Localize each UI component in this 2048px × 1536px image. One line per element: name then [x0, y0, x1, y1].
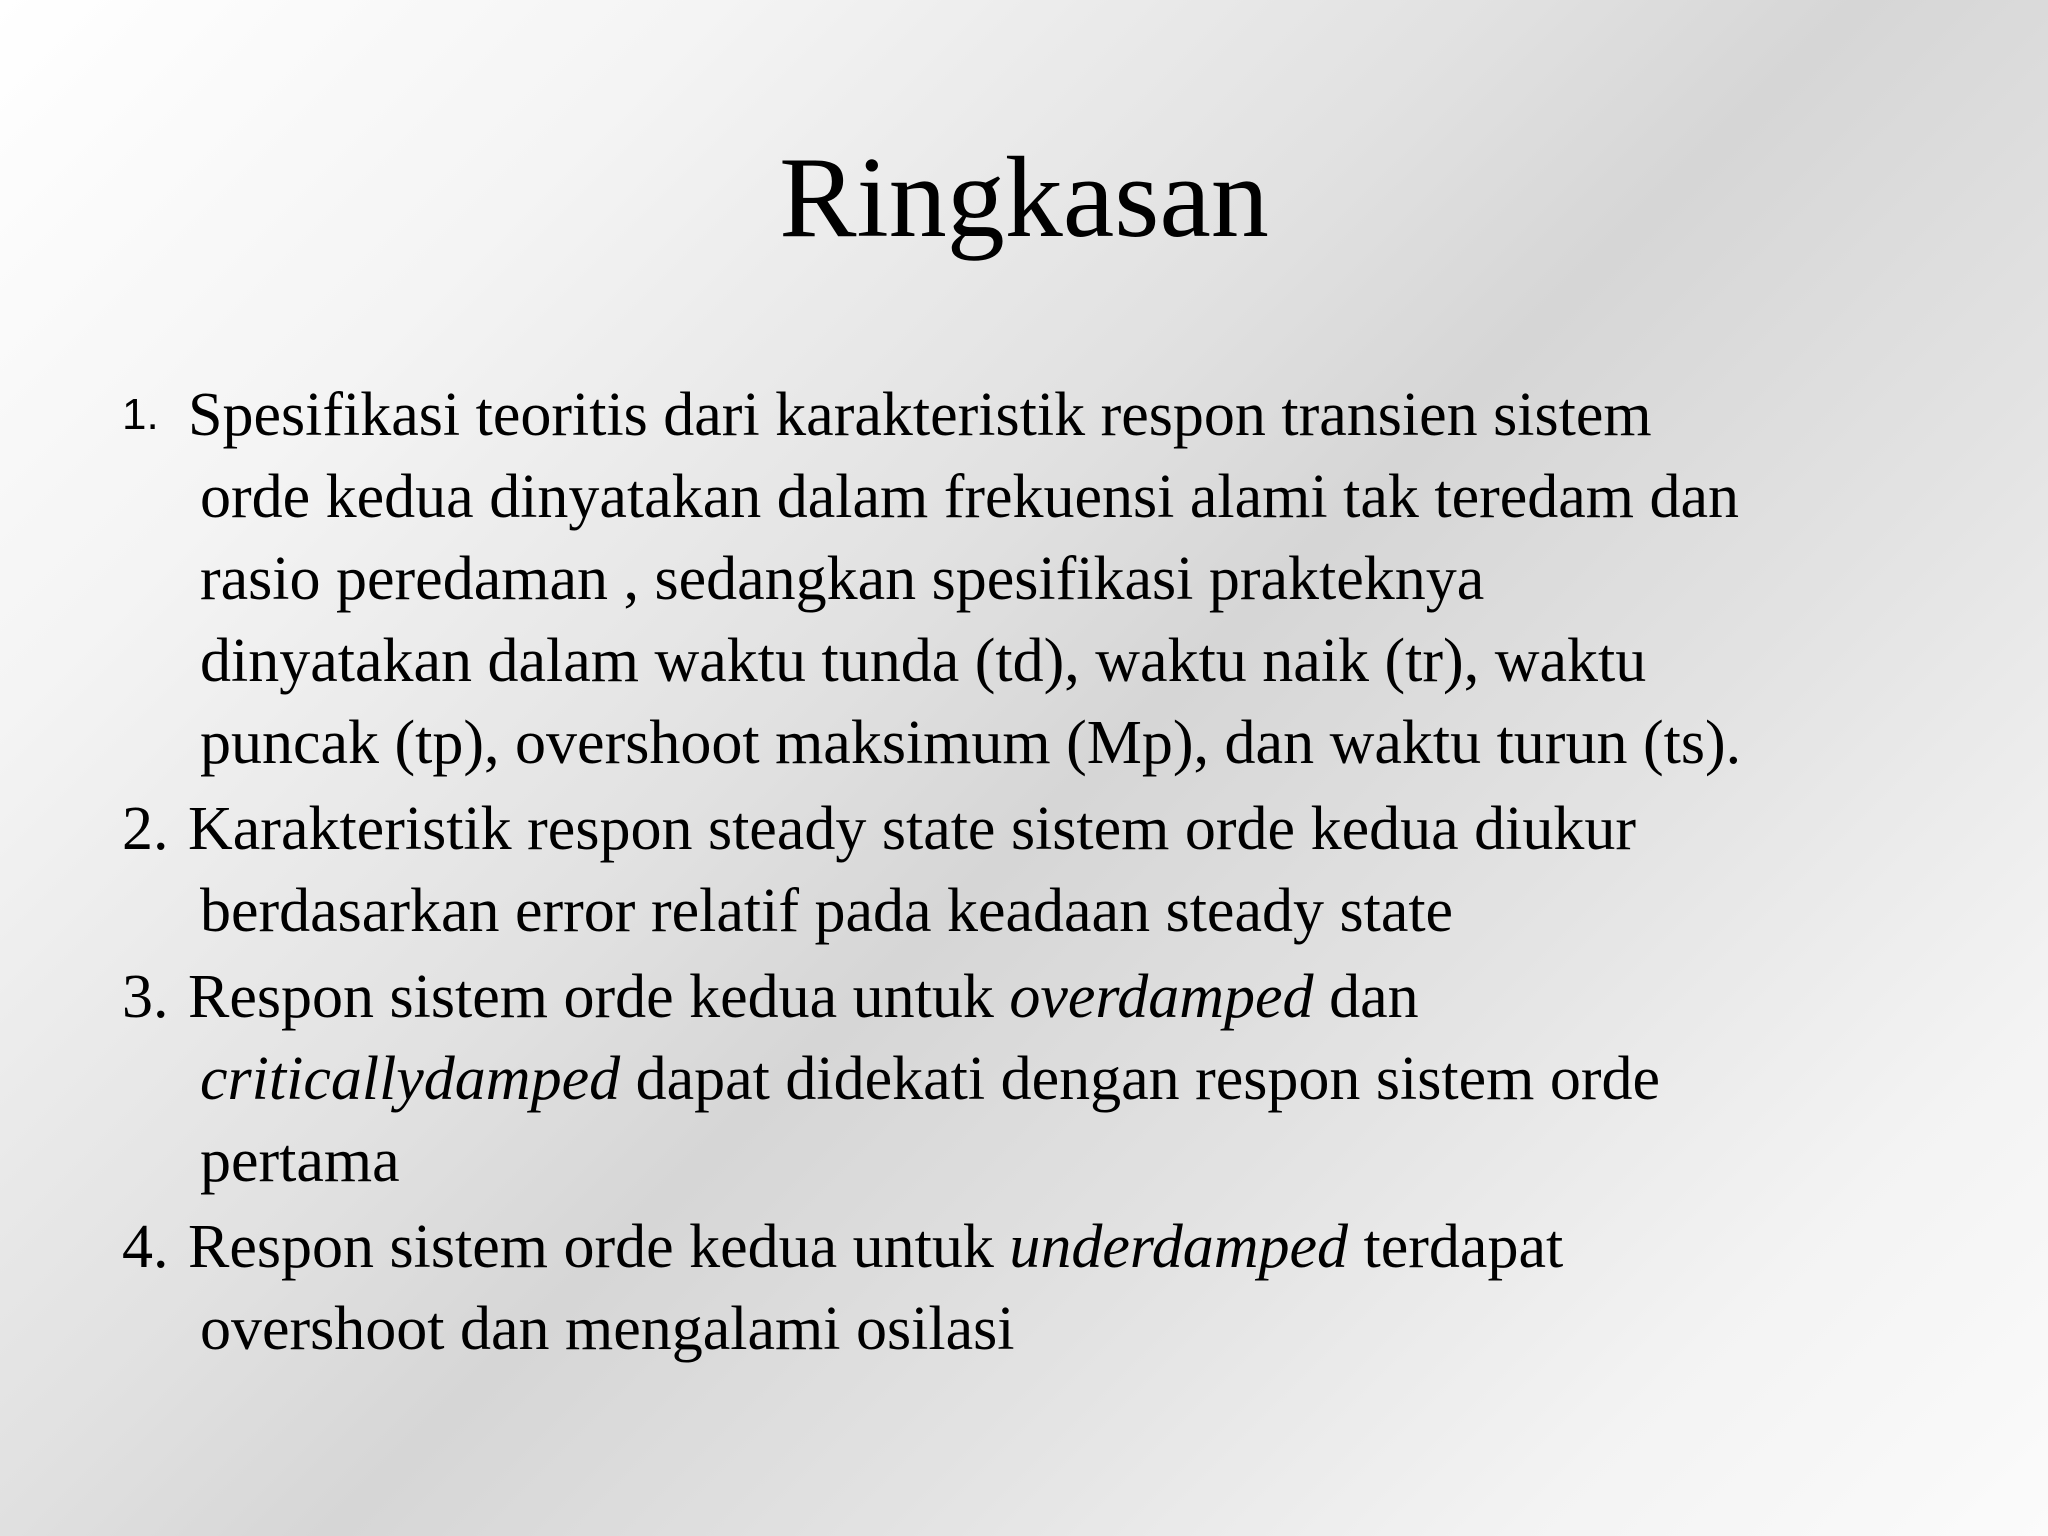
item-number: 3.: [122, 963, 169, 1031]
item-text: dapat didekati dengan respon sistem orde: [620, 1045, 1661, 1113]
item-text: terdapat: [1348, 1213, 1564, 1281]
item-text: dan: [1313, 963, 1419, 1031]
item-number: 1.: [122, 390, 159, 439]
slide-title: Ringkasan: [779, 134, 1269, 262]
item-line: [188, 956, 2002, 1038]
item-line: dinyatakan dalam waktu tunda (td), waktu naik (tr), waktu: [200, 627, 1647, 695]
item-line: [188, 1206, 2002, 1288]
item-line: puncak (tp), overshoot maksimum (Mp), dan waktu turun (ts).: [200, 709, 1742, 777]
item-number: 2.: [122, 795, 169, 863]
list-item: [122, 788, 2002, 952]
item-text: Respon sistem orde kedua untuk: [188, 963, 1010, 1031]
item-italic-term: criticallydamped: [200, 1045, 621, 1113]
item-italic-term: overdamped: [1009, 963, 1314, 1031]
item-italic-term: underdamped: [1009, 1213, 1349, 1281]
item-line: [200, 1038, 2002, 1120]
item-line: overshoot dan mengalami osilasi: [200, 1295, 1015, 1363]
list-item: [122, 956, 2002, 1202]
item-line: Karakteristik respon steady state sistem orde kedua diukur: [188, 795, 1636, 863]
list-item: [122, 1206, 2002, 1370]
item-line: pertama: [200, 1127, 400, 1195]
item-line: rasio peredaman , sedangkan spesifikasi prakteknya: [200, 545, 1485, 613]
item-line: orde kedua dinyatakan dalam frekuensi alami tak teredam dan: [200, 463, 1740, 531]
item-text: Respon sistem orde kedua untuk: [188, 1213, 1010, 1281]
item-number: 4.: [122, 1213, 169, 1281]
summary-list: [122, 374, 2002, 1374]
item-line: berdasarkan error relatif pada keadaan steady state: [200, 877, 1454, 945]
item-line: Spesifikasi teoritis dari karakteristik respon transien sistem: [188, 381, 1652, 449]
list-item: [122, 374, 2002, 784]
